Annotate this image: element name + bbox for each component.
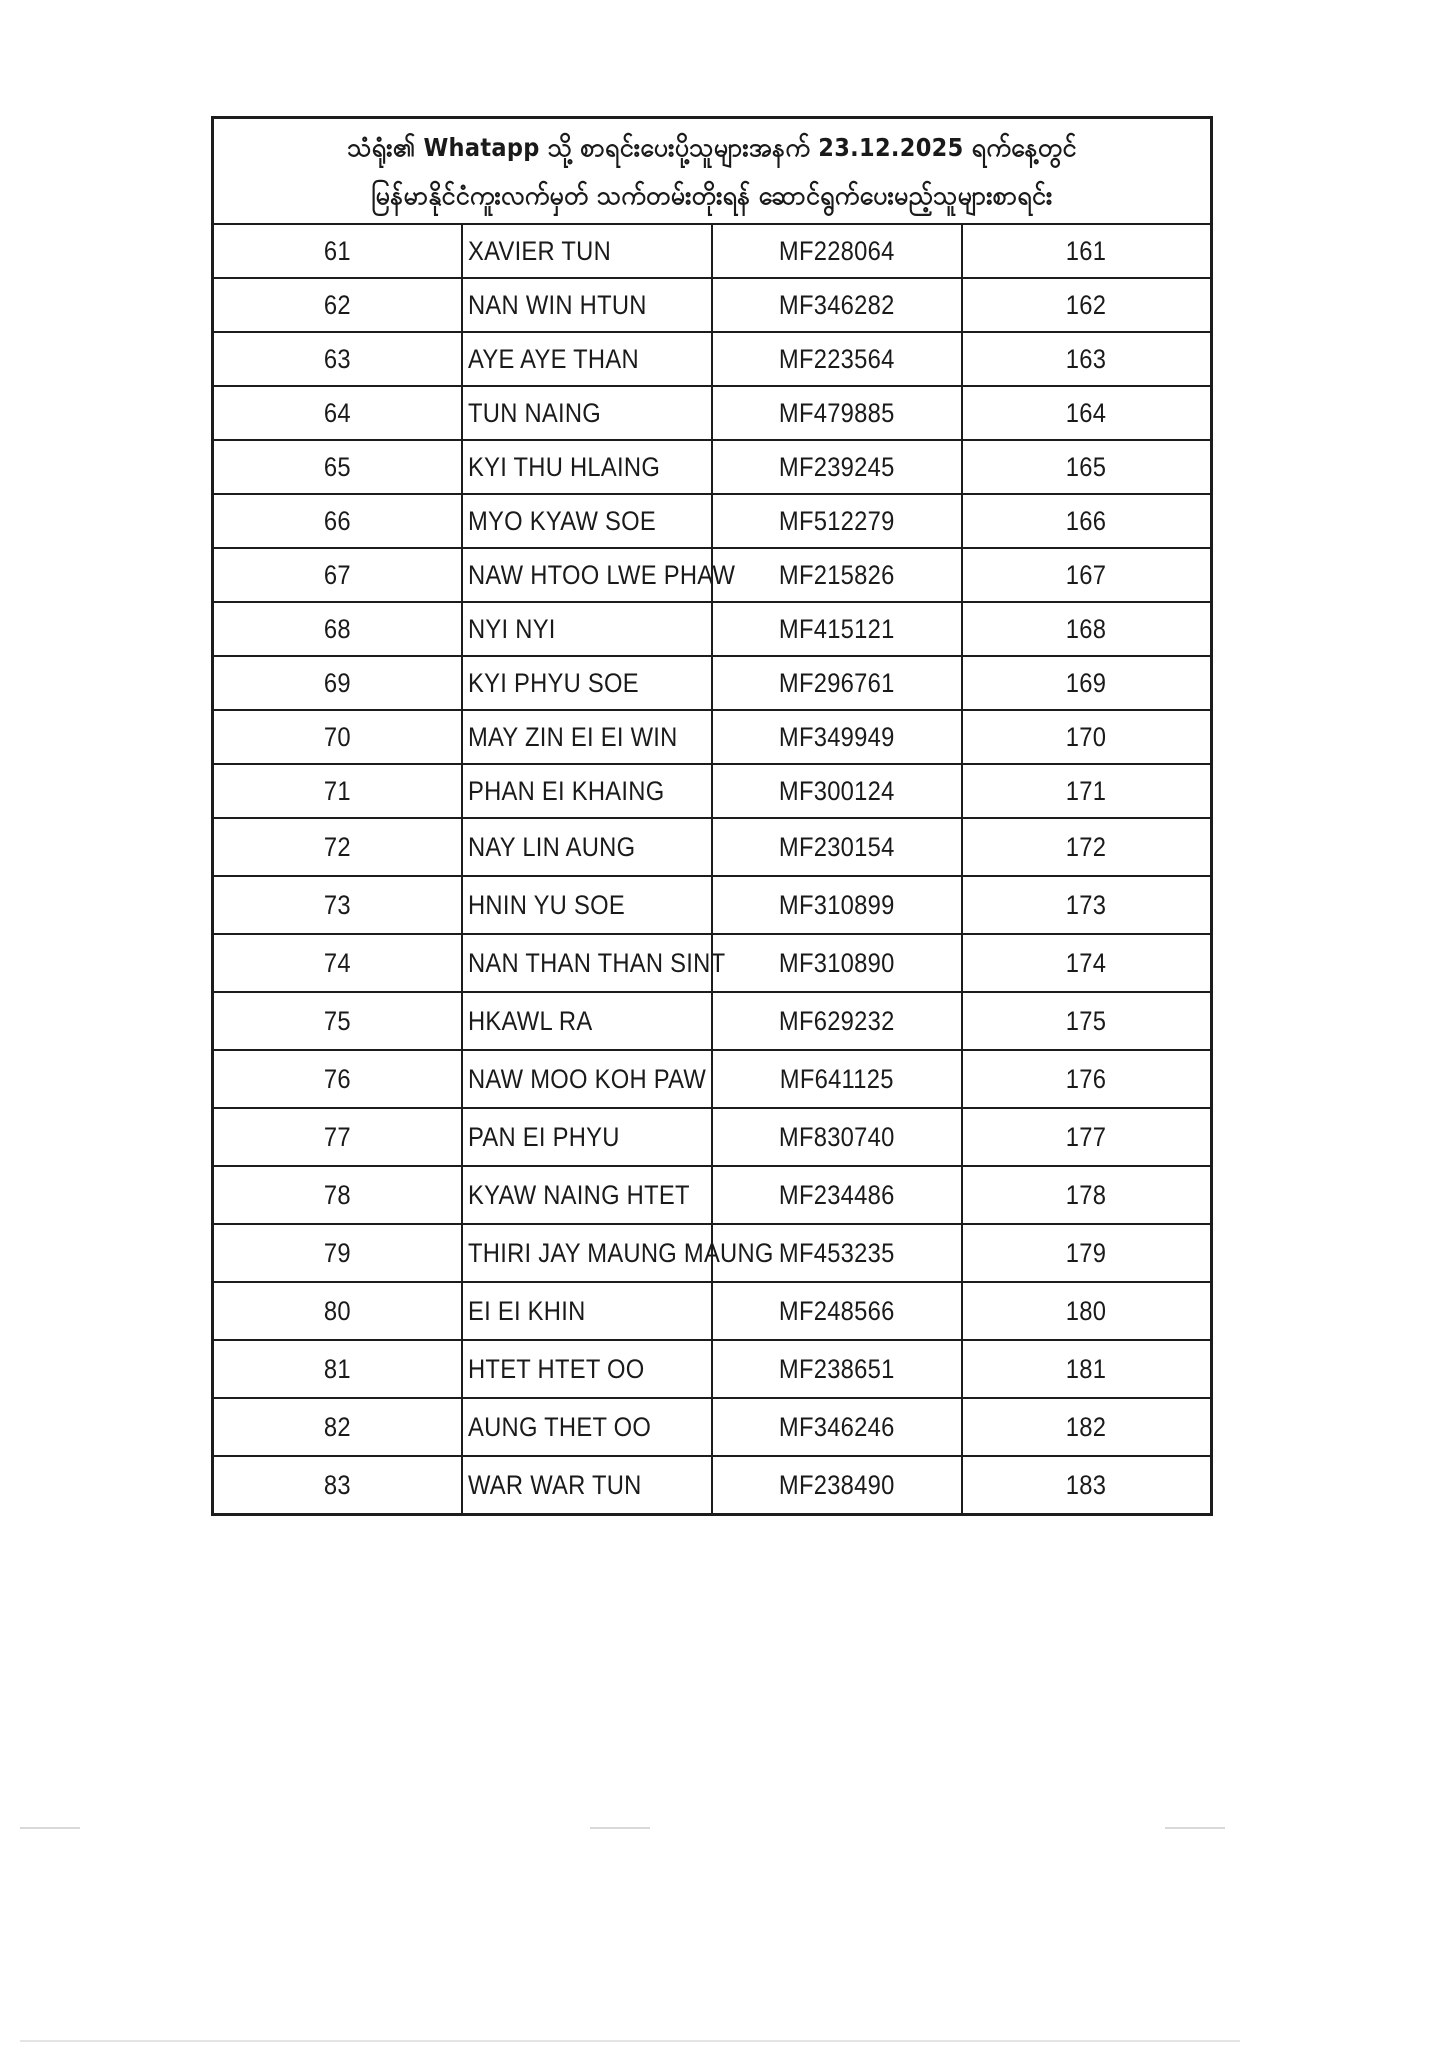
sequence-number-cell: [962, 710, 1212, 764]
table-row: [213, 1224, 1212, 1282]
table-row: [213, 224, 1212, 278]
row-number: 67: [324, 559, 352, 590]
sequence-number: 173: [1066, 889, 1107, 920]
sequence-number-cell: [962, 1108, 1212, 1166]
sequence-number-cell: [962, 1456, 1212, 1515]
sequence-number: 182: [1066, 1411, 1107, 1442]
table-row: [213, 602, 1212, 656]
row-number: 76: [324, 1063, 352, 1094]
passport-number-cell: [712, 332, 962, 386]
passport-number: MF349949: [779, 721, 895, 752]
row-number-cell: [213, 494, 463, 548]
passport-number: MF238651: [779, 1353, 895, 1384]
row-number: 78: [324, 1179, 352, 1210]
table-row: [213, 1108, 1212, 1166]
person-name-cell: [462, 602, 712, 656]
row-number: 64: [324, 397, 352, 428]
person-name: NYI NYI: [468, 613, 556, 644]
passport-number-cell: [712, 710, 962, 764]
passport-number: MF228064: [779, 235, 895, 266]
passport-number: MF641125: [779, 1063, 894, 1094]
person-name: WAR WAR TUN: [468, 1469, 642, 1500]
row-number-cell: [213, 602, 463, 656]
row-number: 77: [324, 1121, 352, 1152]
passport-number-cell: [712, 818, 962, 876]
passport-number-cell: [712, 1282, 962, 1340]
row-number: 72: [324, 831, 352, 862]
row-number-cell: [213, 1340, 463, 1398]
person-name-cell: [462, 278, 712, 332]
passport-number-cell: [712, 1340, 962, 1398]
person-name: AYE AYE THAN: [468, 343, 640, 374]
person-name: KYI PHYU SOE: [468, 667, 640, 698]
table-row: [213, 1282, 1212, 1340]
person-name: NAW HTOO LWE PHAW: [468, 559, 736, 590]
row-number-cell: [213, 224, 463, 278]
person-name-cell: [462, 1282, 712, 1340]
person-name: NAN WIN HTUN: [468, 289, 647, 320]
passport-number-cell: [712, 224, 962, 278]
person-name-cell: [462, 1340, 712, 1398]
sequence-number: 171: [1066, 775, 1107, 806]
sequence-number: 174: [1066, 947, 1107, 978]
sequence-number-cell: [962, 934, 1212, 992]
sequence-number: 164: [1066, 397, 1107, 428]
table-row: [213, 992, 1212, 1050]
sequence-number: 178: [1066, 1179, 1107, 1210]
passport-number-cell: [712, 876, 962, 934]
passport-number: MF310890: [779, 947, 895, 978]
sequence-number-cell: [962, 1282, 1212, 1340]
row-number-cell: [213, 1456, 463, 1515]
person-name-cell: [462, 386, 712, 440]
passport-number: MF230154: [779, 831, 895, 862]
passport-number-cell: [712, 386, 962, 440]
passport-number-cell: [712, 1456, 962, 1515]
passport-number: MF453235: [779, 1237, 895, 1268]
table-row: [213, 440, 1212, 494]
person-name-cell: [462, 440, 712, 494]
table-row: [213, 332, 1212, 386]
sequence-number: 172: [1066, 831, 1107, 862]
row-number: 79: [324, 1237, 352, 1268]
person-name-cell: [462, 1050, 712, 1108]
row-number-cell: [213, 710, 463, 764]
person-name: NAY LIN AUNG: [468, 831, 636, 862]
sequence-number: 170: [1066, 721, 1107, 752]
row-number-cell: [213, 1398, 463, 1456]
row-number-cell: [213, 440, 463, 494]
row-number: 75: [324, 1005, 352, 1036]
row-number: 70: [324, 721, 352, 752]
person-name-cell: [462, 1166, 712, 1224]
row-number-cell: [213, 278, 463, 332]
sequence-number-cell: [962, 494, 1212, 548]
sequence-number-cell: [962, 332, 1212, 386]
row-number: 68: [324, 613, 352, 644]
passport-number-cell: [712, 1398, 962, 1456]
person-name-cell: [462, 332, 712, 386]
sequence-number-cell: [962, 440, 1212, 494]
sequence-number-cell: [962, 278, 1212, 332]
table-row: [213, 818, 1212, 876]
sequence-number-cell: [962, 818, 1212, 876]
row-number-cell: [213, 992, 463, 1050]
person-name: PHAN EI KHAING: [468, 775, 665, 806]
table-row: [213, 1050, 1212, 1108]
passport-number: MF300124: [779, 775, 895, 806]
table-row: [213, 934, 1212, 992]
passport-number: MF239245: [779, 451, 895, 482]
sequence-number: 168: [1066, 613, 1107, 644]
sequence-number-cell: [962, 1166, 1212, 1224]
passport-number: MF629232: [779, 1005, 895, 1036]
row-number: 80: [324, 1295, 352, 1326]
person-name-cell: [462, 934, 726, 992]
sequence-number-cell: [962, 992, 1212, 1050]
sequence-number-cell: [962, 1398, 1212, 1456]
table-row: [213, 656, 1212, 710]
person-name-cell: [462, 656, 712, 710]
person-name: NAW MOO KOH PAW: [468, 1063, 707, 1094]
person-name-cell: [462, 1224, 774, 1282]
person-name-cell: [462, 876, 712, 934]
person-name-cell: [462, 992, 712, 1050]
sequence-number: 165: [1066, 451, 1107, 482]
person-name: HKAWL RA: [468, 1005, 593, 1036]
sequence-number: 181: [1066, 1353, 1107, 1384]
sequence-number-cell: [962, 1224, 1212, 1282]
person-name: MAY ZIN EI EI WIN: [468, 721, 678, 752]
row-number-cell: [213, 1166, 463, 1224]
sequence-number-cell: [962, 224, 1212, 278]
person-name-cell: [462, 764, 712, 818]
sequence-number: 177: [1066, 1121, 1107, 1152]
person-name: PAN EI PHYU: [468, 1121, 620, 1152]
passport-renewal-list-table: [211, 116, 1213, 1516]
passport-number-cell: [712, 656, 962, 710]
person-name-cell: [462, 494, 712, 548]
row-number-cell: [213, 656, 463, 710]
row-number-cell: [213, 1050, 463, 1108]
passport-number-cell: [712, 1166, 962, 1224]
sequence-number: 180: [1066, 1295, 1107, 1326]
row-number-cell: [213, 818, 463, 876]
sequence-number: 167: [1066, 559, 1107, 590]
sequence-number-cell: [962, 656, 1212, 710]
scan-artifact: [20, 1827, 80, 1829]
passport-number: MF346282: [779, 289, 895, 320]
table-row: [213, 278, 1212, 332]
sequence-number-cell: [962, 876, 1212, 934]
passport-number-cell: [712, 1108, 962, 1166]
person-name-cell: [462, 710, 712, 764]
person-name: XAVIER TUN: [468, 235, 612, 266]
passport-number-cell: [712, 934, 962, 992]
sequence-number: 161: [1066, 235, 1107, 266]
passport-number-cell: [712, 602, 962, 656]
sequence-number-cell: [962, 548, 1212, 602]
sequence-number: 176: [1066, 1063, 1107, 1094]
person-name: HTET HTET OO: [468, 1353, 645, 1384]
table-row: [213, 764, 1212, 818]
row-number: 61: [324, 235, 352, 266]
person-name: NAN THAN THAN SINT: [468, 947, 726, 978]
row-number-cell: [213, 548, 463, 602]
row-number: 73: [324, 889, 352, 920]
table-row: [213, 1398, 1212, 1456]
passport-number: MF238490: [779, 1469, 895, 1500]
row-number-cell: [213, 764, 463, 818]
table-row: [213, 876, 1212, 934]
passport-number: MF296761: [779, 667, 895, 698]
passport-number: MF223564: [779, 343, 895, 374]
scan-artifact: [1165, 1827, 1225, 1829]
row-number: 82: [324, 1411, 352, 1442]
row-number: 74: [324, 947, 352, 978]
row-number: 63: [324, 343, 352, 374]
sequence-number: 175: [1066, 1005, 1107, 1036]
person-name-cell: [462, 1108, 712, 1166]
sequence-number: 162: [1066, 289, 1107, 320]
passport-number-cell: [712, 278, 962, 332]
table-row: [213, 494, 1212, 548]
passport-number: MF479885: [779, 397, 895, 428]
table-row: [213, 1166, 1212, 1224]
row-number: 62: [324, 289, 352, 320]
scan-artifact: [590, 1827, 650, 1829]
person-name-cell: [462, 224, 712, 278]
person-name: EI EI KHIN: [468, 1295, 586, 1326]
sequence-number: 183: [1066, 1469, 1107, 1500]
scan-artifact-line: [20, 2040, 1240, 2042]
person-name-cell: [462, 548, 736, 602]
passport-number: MF215826: [779, 559, 895, 590]
passport-number: MF512279: [779, 505, 895, 536]
table-title-line-1: သံရုံး၏ Whatapp သို့ စာရင်းပေးပို့သူများအနက် 23.12.2025 ရက်နေ့တွင်: [347, 133, 1077, 162]
person-name: TUN NAING: [468, 397, 602, 428]
table-row: [213, 548, 1212, 602]
person-name: KYI THU HLAING: [468, 451, 661, 482]
table-row: [213, 1456, 1212, 1515]
sequence-number-cell: [962, 386, 1212, 440]
passport-number-cell: [712, 494, 962, 548]
person-name-cell: [462, 818, 712, 876]
table-row: [213, 710, 1212, 764]
passport-number: MF415121: [779, 613, 895, 644]
row-number: 65: [324, 451, 352, 482]
passport-number: MF248566: [779, 1295, 895, 1326]
passport-number-cell: [712, 764, 962, 818]
person-name: MYO KYAW SOE: [468, 505, 657, 536]
row-number: 71: [324, 775, 352, 806]
person-name-cell: [462, 1456, 712, 1515]
sequence-number: 169: [1066, 667, 1107, 698]
row-number-cell: [213, 386, 463, 440]
row-number-cell: [213, 1282, 463, 1340]
passport-number-cell: [712, 440, 962, 494]
table-header-row: [213, 118, 1212, 225]
passport-number: MF346246: [779, 1411, 895, 1442]
sequence-number: 179: [1066, 1237, 1107, 1268]
passport-number: MF830740: [779, 1121, 895, 1152]
sequence-number: 166: [1066, 505, 1107, 536]
passport-number-cell: [712, 992, 962, 1050]
row-number-cell: [213, 1224, 463, 1282]
sequence-number-cell: [962, 1050, 1212, 1108]
row-number: 81: [324, 1353, 352, 1384]
sequence-number-cell: [962, 764, 1212, 818]
passport-number: MF310899: [779, 889, 895, 920]
row-number-cell: [213, 934, 463, 992]
row-number: 83: [324, 1469, 352, 1500]
passport-number-cell: [712, 1050, 962, 1108]
person-name: AUNG THET OO: [468, 1411, 652, 1442]
row-number-cell: [213, 1108, 463, 1166]
row-number-cell: [213, 876, 463, 934]
person-name: THIRI JAY MAUNG MAUNG: [468, 1237, 774, 1268]
person-name-cell: [462, 1398, 712, 1456]
sequence-number-cell: [962, 602, 1212, 656]
sequence-number: 163: [1066, 343, 1107, 374]
table-row: [213, 386, 1212, 440]
person-name: KYAW NAING HTET: [468, 1179, 691, 1210]
passport-number: MF234486: [779, 1179, 895, 1210]
sequence-number-cell: [962, 1340, 1212, 1398]
table-title-line-2: မြန်မာနိုင်ငံကူးလက်မှတ် သက်တမ်းတိုးရန် ဆောင်ရွက်ပေးမည့်သူများစာရင်း: [371, 181, 1053, 210]
row-number-cell: [213, 332, 463, 386]
table-row: [213, 1340, 1212, 1398]
table-title-cell: [213, 118, 1212, 225]
row-number: 69: [324, 667, 352, 698]
row-number: 66: [324, 505, 352, 536]
person-name: HNIN YU SOE: [468, 889, 626, 920]
passport-number-cell: [712, 548, 962, 602]
